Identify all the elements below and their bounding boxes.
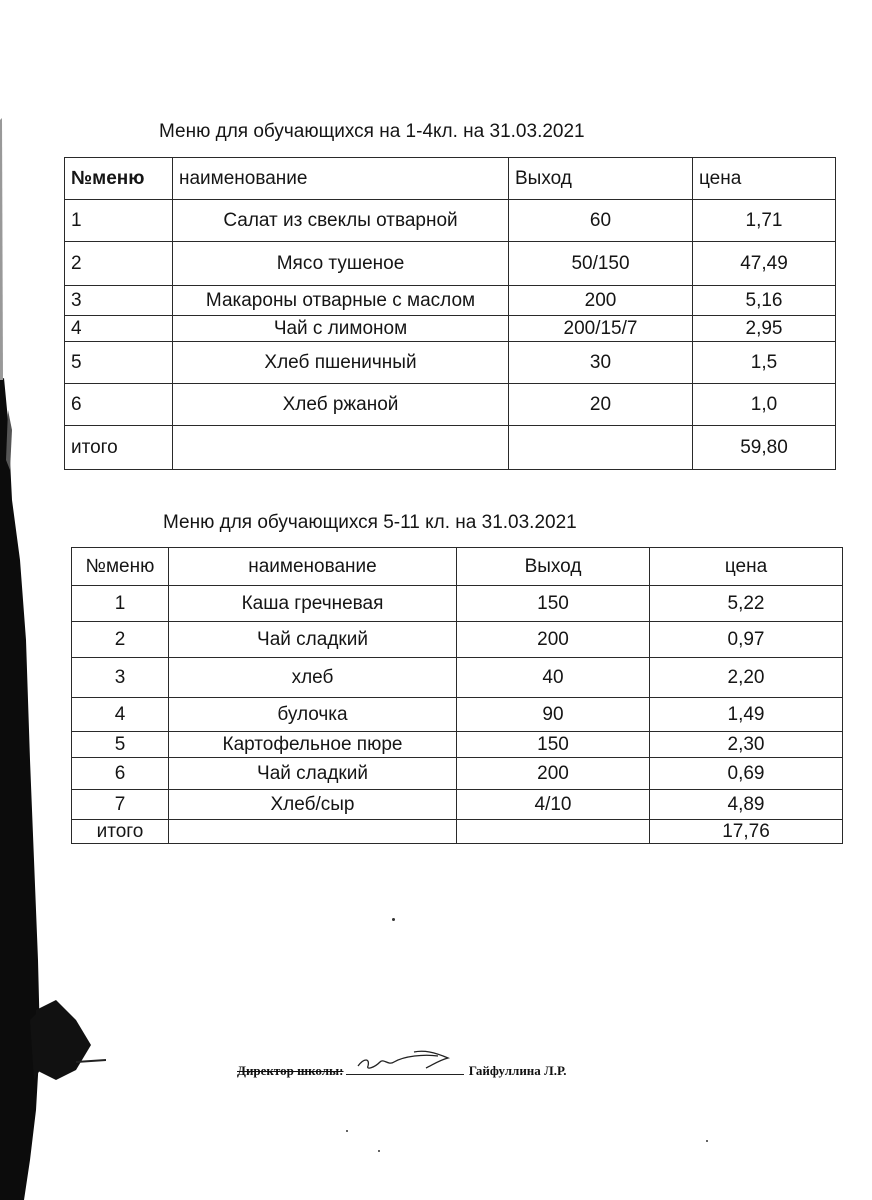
- menu-title-grades-1-4: Меню для обучающихся на 1-4кл. на 31.03.2021: [159, 121, 585, 142]
- cell-number: 4: [65, 316, 173, 342]
- cell-price: 2,30: [650, 732, 843, 758]
- cell-output: 150: [457, 732, 650, 758]
- cell-name: Чай сладкий: [169, 622, 457, 658]
- table-row: [72, 758, 843, 790]
- cell-empty: [509, 426, 693, 470]
- table-row: [72, 658, 843, 698]
- header-price: цена: [693, 158, 836, 200]
- cell-name: Хлеб/сыр: [169, 790, 457, 820]
- table-row: [72, 586, 843, 622]
- signature-role: Директор школы:: [237, 1063, 344, 1078]
- cell-name: Каша гречневая: [169, 586, 457, 622]
- table-header-row: [65, 158, 836, 200]
- menu-title-grades-5-11: Меню для обучающихся 5-11 кл. на 31.03.2021: [163, 512, 577, 533]
- cell-name: булочка: [169, 698, 457, 732]
- header-name: наименование: [173, 158, 509, 200]
- table-row: [65, 242, 836, 286]
- cell-price: 1,71: [693, 200, 836, 242]
- cell-price: 1,0: [693, 384, 836, 426]
- cell-name: Хлеб ржаной: [173, 384, 509, 426]
- cell-price: 5,22: [650, 586, 843, 622]
- cell-price: 2,20: [650, 658, 843, 698]
- cell-name: Макароны отварные с маслом: [173, 286, 509, 316]
- header-price: цена: [650, 548, 843, 586]
- cell-number: 2: [65, 242, 173, 286]
- cell-number: 1: [65, 200, 173, 242]
- header-menu-number: №меню: [72, 548, 169, 586]
- cell-number: 3: [72, 658, 169, 698]
- cell-output: 150: [457, 586, 650, 622]
- cell-number: 5: [65, 342, 173, 384]
- scan-speck: [392, 918, 395, 921]
- scan-speck: [346, 1130, 348, 1132]
- cell-output: 90: [457, 698, 650, 732]
- table-total-row: [72, 820, 843, 844]
- signature-name: Гайфуллина Л.Р.: [468, 1063, 567, 1078]
- cell-output: 4/10: [457, 790, 650, 820]
- total-label: итого: [72, 820, 169, 844]
- header-output: Выход: [509, 158, 693, 200]
- handwritten-signature: [346, 1060, 464, 1075]
- cell-name: Чай с лимоном: [173, 316, 509, 342]
- table-row: [72, 622, 843, 658]
- scan-smudge: [36, 1000, 106, 1080]
- table-row: [65, 286, 836, 316]
- cell-output: 20: [509, 384, 693, 426]
- table-header-row: [72, 548, 843, 586]
- scan-edge-shadow: [0, 0, 40, 1200]
- cell-output: 40: [457, 658, 650, 698]
- cell-name: хлеб: [169, 658, 457, 698]
- cell-number: 1: [72, 586, 169, 622]
- cell-number: 6: [65, 384, 173, 426]
- header-name: наименование: [169, 548, 457, 586]
- header-menu-number: №меню: [65, 158, 173, 200]
- cell-name: Картофельное пюре: [169, 732, 457, 758]
- table-row: [65, 384, 836, 426]
- total-price: 17,76: [650, 820, 843, 844]
- cell-number: 6: [72, 758, 169, 790]
- header-output: Выход: [457, 548, 650, 586]
- table-row: [65, 316, 836, 342]
- cell-output: 30: [509, 342, 693, 384]
- cell-number: 2: [72, 622, 169, 658]
- cell-name: Хлеб пшеничный: [173, 342, 509, 384]
- cell-name: Чай сладкий: [169, 758, 457, 790]
- cell-empty: [173, 426, 509, 470]
- cell-name: Салат из свеклы отварной: [173, 200, 509, 242]
- cell-number: 3: [65, 286, 173, 316]
- cell-output: 200/15/7: [509, 316, 693, 342]
- total-price: 59,80: [693, 426, 836, 470]
- cell-output: 200: [457, 622, 650, 658]
- menu-table-grades-5-11: [71, 547, 843, 844]
- menu-table-grades-1-4: [64, 157, 836, 470]
- cell-price: 4,89: [650, 790, 843, 820]
- cell-price: 0,97: [650, 622, 843, 658]
- cell-output: 50/150: [509, 242, 693, 286]
- cell-price: 1,5: [693, 342, 836, 384]
- director-signature-line: [237, 1060, 567, 1079]
- cell-output: 200: [457, 758, 650, 790]
- cell-price: 47,49: [693, 242, 836, 286]
- scan-speck: [378, 1150, 380, 1152]
- cell-price: 5,16: [693, 286, 836, 316]
- cell-output: 60: [509, 200, 693, 242]
- cell-empty: [169, 820, 457, 844]
- cell-number: 5: [72, 732, 169, 758]
- total-label: итого: [65, 426, 173, 470]
- table-row: [72, 698, 843, 732]
- table-row: [65, 200, 836, 242]
- cell-price: 0,69: [650, 758, 843, 790]
- cell-price: 1,49: [650, 698, 843, 732]
- cell-number: 7: [72, 790, 169, 820]
- cell-price: 2,95: [693, 316, 836, 342]
- cell-empty: [457, 820, 650, 844]
- table-row: [65, 342, 836, 384]
- scan-speck: [706, 1140, 708, 1142]
- table-row: [72, 732, 843, 758]
- cell-output: 200: [509, 286, 693, 316]
- table-total-row: [65, 426, 836, 470]
- table-row: [72, 790, 843, 820]
- cell-number: 4: [72, 698, 169, 732]
- cell-name: Мясо тушеное: [173, 242, 509, 286]
